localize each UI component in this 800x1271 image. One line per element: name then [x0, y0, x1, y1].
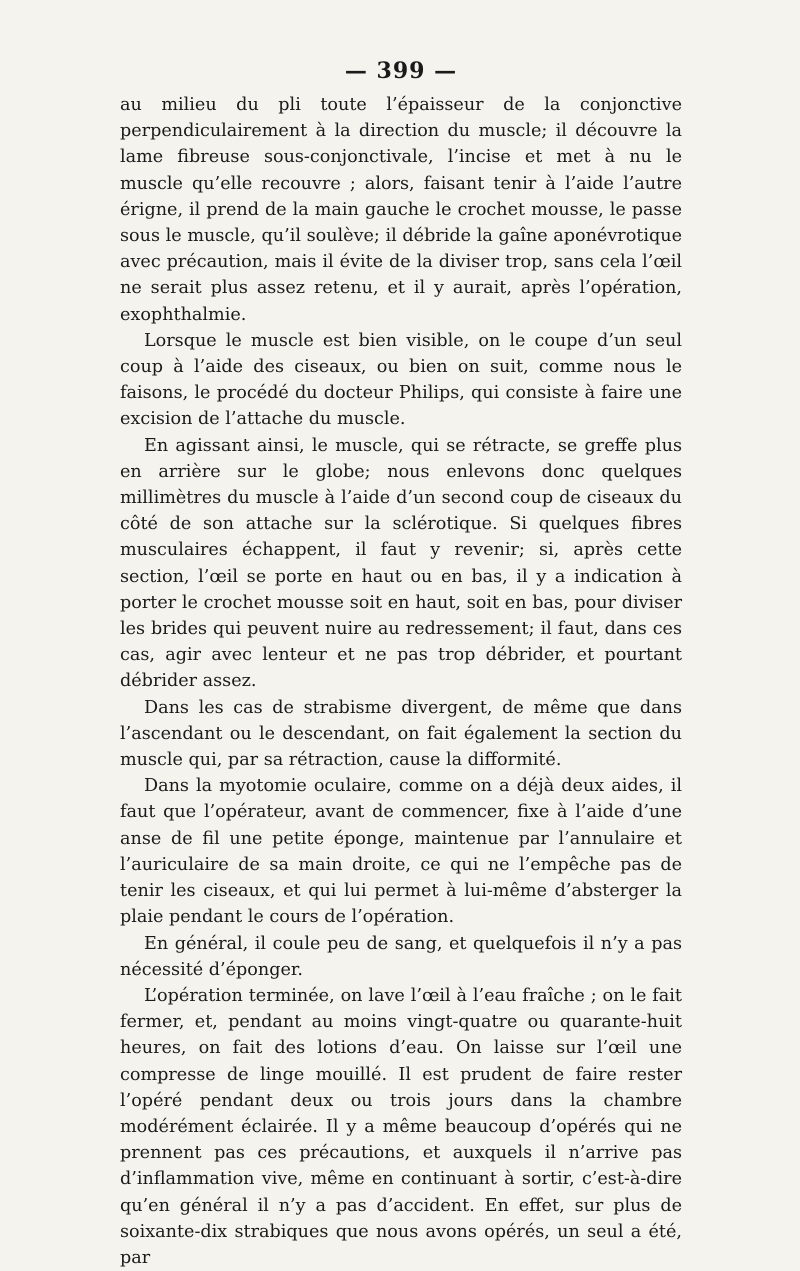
paragraph-7: L’opération terminée, on lave l’œil à l’eau fraîche ; on le fait fermer, et, pendant au moins vingt-quatre ou quarante-huit heures, on fait des lotions d’eau. On laisse sur l’œil une compresse de linge mouillé. Il est prudent de faire rester l’opéré pendant deux ou trois jours dans la chambre modérément éclairée. Il y a même beaucoup d’opérés qui ne prennent pas ces précautions, et auxquels il n’arrive pas d’inflammation vive, même en continuant à sortir, c’est-à-dire qu’en général il n’y a pas d’accident. En effet, sur plus de soixante-dix strabiques que nous avons opérés, un seul a été, par	[120, 985, 682, 1268]
paragraph-3: En agissant ainsi, le muscle, qui se rétracte, se greffe plus en arrière sur le globe; nous enlevons donc quelques millimètres du muscle à l’aide d’un second coup de ciseaux du côté de son attache sur la sclérotique. Si quelques fibres musculaires échappent, il faut y revenir; si, après cette section, l’œil se porte en haut ou en bas, il y a indication à porter le crochet mousse soit en haut, soit en bas, pour diviser les brides qui peuvent nuire au redressement; il faut, dans ces cas, agir avec lenteur et ne pas trop débrider, et pourtant débrider assez.	[120, 435, 682, 692]
paragraph-4: Dans les cas de strabisme divergent, de même que dans l’ascendant ou le descendant, on fait également la section du muscle qui, par sa rétraction, cause la difformité.	[120, 697, 682, 771]
paragraph-1: au milieu du pli toute l’épaisseur de la conjonctive perpendiculairement à la direction du muscle; il découvre la lame fibreuse sous-conjonctivale, l’incise et met à nu le muscle qu’elle recouvre ; alors, faisant tenir à l’aide l’autre érigne, il prend de la main gauche le crochet mousse, le passe sous le muscle, qu’il soulève; il débride la gaîne aponévrotique avec précaution, mais il évite de la diviser trop, sans cela l’œil ne serait plus assez retenu, et il y aurait, après l’opération, exophthalmie.	[120, 95, 682, 325]
paragraph-2: Lorsque le muscle est bien visible, on le coupe d’un seul coup à l’aide des ciseaux, ou bien on suit, comme nous le faisons, le procédé du docteur Philips, qui consiste à faire une excision de l’attache du muscle.	[120, 330, 682, 430]
paragraph-5: Dans la myotomie oculaire, comme on a déjà deux aides, il faut que l’opérateur, avant de commencer, fixe à l’aide d’une anse de fil une petite éponge, maintenue par l’annulaire et l’auriculaire de sa main droite, ce qui ne l’empêche pas de tenir les ciseaux, et qui lui permet à lui-même d’absterger la plaie pendant le cours de l’opération.	[120, 776, 682, 928]
paragraph-6: En général, il coule peu de sang, et quelquefois il n’y a pas nécessité d’éponger.	[120, 933, 682, 980]
body-text	[120, 92, 682, 1271]
page-number: — 399 —	[344, 58, 458, 84]
